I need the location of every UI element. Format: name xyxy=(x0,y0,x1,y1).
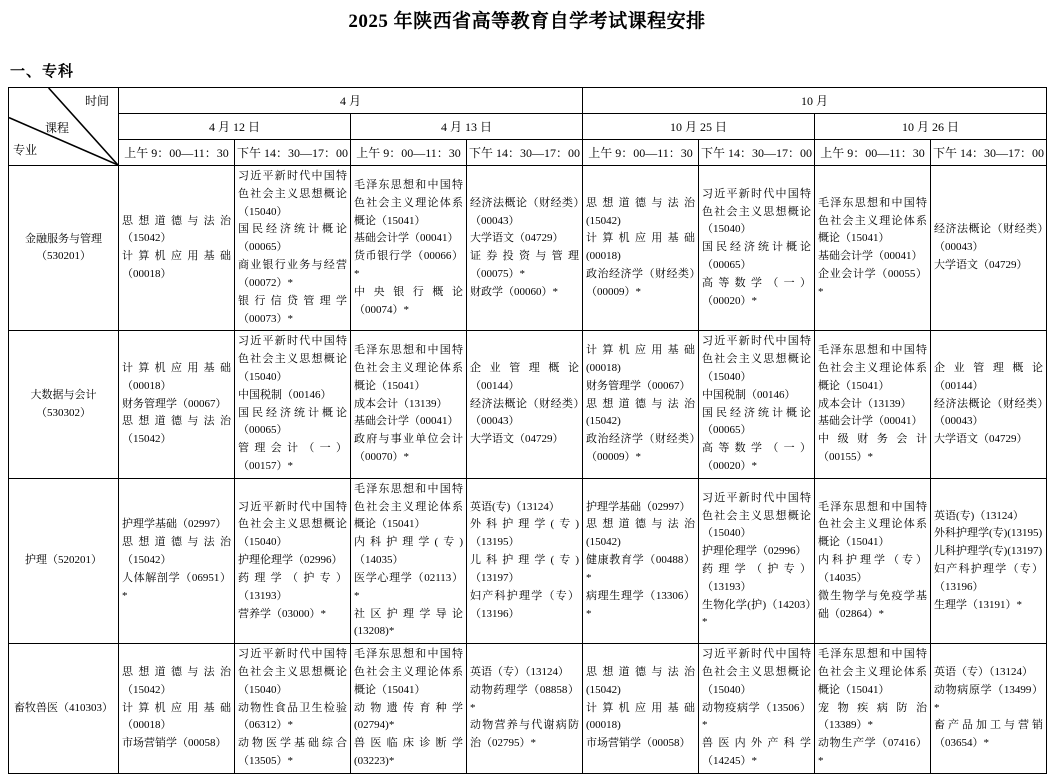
course-item: 英语（专）（13124） xyxy=(470,665,569,678)
course-item: 银行信贷管理学（00073）* xyxy=(238,294,347,325)
course-cell xyxy=(467,166,583,331)
course-item: 中央银行概论（00074）* xyxy=(354,285,463,316)
course-item: 市场营销学（00058） xyxy=(586,737,691,750)
course-item: 计算机应用基础(00018) xyxy=(586,344,696,375)
date-header: 4 月 12 日 xyxy=(119,114,351,140)
course-item: 外科护理学(专)(13195) xyxy=(934,527,1043,540)
course-cell xyxy=(699,644,815,774)
course-item: 管理会计（一）（00157）* xyxy=(238,442,347,472)
course-item: 计算机应用基础（00018） xyxy=(122,362,231,392)
course-item: 经济法概论（财经类）（00043） xyxy=(934,223,1044,254)
course-item: 动物医学基础综合（13505）* xyxy=(238,737,347,767)
course-item: 药理学（护专）（13193） xyxy=(238,571,347,602)
course-item: 动物病原学（13499）* xyxy=(934,683,1044,714)
course-item: 计算机应用基础(00018) xyxy=(586,701,696,732)
course-item: 健康教育学（00488）* xyxy=(586,554,696,584)
course-item: 营养学（03000）* xyxy=(238,607,326,620)
course-item: 经济法概论（财经类）（00043） xyxy=(470,397,580,428)
course-item: 毛泽东思想和中国特色社会主义理论体系概论（15041） xyxy=(354,482,463,531)
course-item: 外科护理学(专)（13195） xyxy=(470,518,580,549)
course-item: 思想道德与法治（15042） xyxy=(122,536,231,567)
course-item: 计算机应用基础(00018) xyxy=(586,232,696,263)
course-item: 财务管理学（00067） xyxy=(122,397,227,410)
date-header: 10 月 26 日 xyxy=(815,114,1047,140)
course-item: 毛泽东思想和中国特色社会主义理论体系概论（15041） xyxy=(818,344,928,392)
course-item: 宠物疾病防治（13389）* xyxy=(818,701,928,732)
course-item: 习近平新时代中国特色社会主义思想概论（15040） xyxy=(238,500,347,549)
course-item: 习近平新时代中国特色社会主义思想概论（15040） xyxy=(702,187,812,236)
course-item: 国民经济统计概论（00065） xyxy=(238,223,347,254)
course-item: 畜产品加工与营销（03654）* xyxy=(934,719,1044,750)
course-item: 动物营养与代谢病防治（02795）* xyxy=(470,719,580,750)
course-cell xyxy=(699,331,815,479)
course-item: 政治经济学（财经类）（00009）* xyxy=(586,433,696,464)
session-header-pm: 下午 14：30—17：00 xyxy=(699,140,815,166)
course-cell xyxy=(467,478,583,643)
session-header-row xyxy=(9,140,1047,166)
course-item: 企业管理概论（00144） xyxy=(470,362,580,392)
course-item: 企业会计学（00055）* xyxy=(818,267,928,298)
course-cell xyxy=(815,166,931,331)
course-cell xyxy=(931,644,1047,774)
corner-header-cell xyxy=(9,88,119,166)
course-item: 大学语文（04729） xyxy=(934,433,1028,446)
session-header-pm: 下午 14：30—17：00 xyxy=(235,140,351,166)
course-item: 国民经济统计概论（00065） xyxy=(238,406,347,437)
course-item: 生理学（13191）* xyxy=(934,598,1023,611)
course-item: 习近平新时代中国特色社会主义思想概论（15040） xyxy=(702,648,812,696)
page-title: 2025 年陕西省高等教育自学考试课程安排 xyxy=(348,11,706,32)
course-cell xyxy=(119,478,235,643)
session-header-pm: 下午 14：30—17：00 xyxy=(467,140,583,166)
course-item: 成本会计（13139） xyxy=(818,397,912,410)
course-item: 财政学（00060）* xyxy=(470,285,558,298)
course-cell xyxy=(583,644,699,774)
course-cell xyxy=(931,478,1047,643)
corner-label-time: 时间 xyxy=(84,94,109,108)
course-item: 兽医临床诊断学(03223)* xyxy=(354,737,463,767)
course-item: 中国税制（00146） xyxy=(702,388,796,401)
course-item: 儿科护理学(专)（13197） xyxy=(470,554,580,584)
course-item: 动物遗传育种学(02794)* xyxy=(354,701,463,732)
section-label: 一、专科 xyxy=(10,64,75,80)
course-item: 毛泽东思想和中国特色社会主义理论体系概论（15041） xyxy=(354,344,463,392)
course-item: 思想道德与法治(15042) xyxy=(586,397,696,428)
course-cell xyxy=(583,331,699,479)
course-item: 毛泽东思想和中国特色社会主义理论体系概论（15041） xyxy=(818,648,928,696)
course-item: 中国税制（00146） xyxy=(238,388,332,401)
session-header-am: 上午 9：00—11：30 xyxy=(119,140,235,166)
course-cell xyxy=(351,644,467,774)
major-cell: 金融服务与管理（530201） xyxy=(9,166,119,331)
table-header xyxy=(9,88,1047,166)
course-item: 经济法概论（财经类）（00043） xyxy=(934,397,1044,428)
course-cell xyxy=(467,644,583,774)
major-cell: 畜牧兽医（410303） xyxy=(9,644,119,774)
course-cell xyxy=(699,478,815,643)
course-item: 思想道德与法治(15042) xyxy=(586,665,696,696)
course-cell xyxy=(235,478,351,643)
course-item: 动物药理学（08858）* xyxy=(470,683,580,714)
course-item: 商业银行业务与经营（00072）* xyxy=(238,259,347,289)
course-cell xyxy=(815,331,931,479)
table-row xyxy=(9,644,1047,774)
course-item: 国民经济统计概论（00065） xyxy=(702,241,812,272)
session-header-am: 上午 9：00—11：30 xyxy=(351,140,467,166)
course-item: 妇产科护理学（专）（13196） xyxy=(470,589,580,620)
course-item: 动物疫病学（13506）* xyxy=(702,701,812,732)
course-cell xyxy=(583,166,699,331)
course-item: 证券投资与管理（00075）* xyxy=(470,250,580,280)
course-item: 英语(专)（13124） xyxy=(934,509,1024,522)
month-header-row xyxy=(9,88,1047,114)
course-item: 动物生产学（07416）* xyxy=(818,737,928,767)
course-item: 毛泽东思想和中国特色社会主义理论体系概论（15041） xyxy=(354,178,463,227)
course-item: 习近平新时代中国特色社会主义思想概论（15040） xyxy=(238,170,347,218)
course-item: 大学语文（04729） xyxy=(934,259,1028,272)
course-table-body xyxy=(9,166,1047,774)
course-cell xyxy=(351,331,467,479)
course-item: 政治经济学（财经类）（00009）* xyxy=(586,267,696,298)
course-item: 大学语文（04729） xyxy=(470,232,564,245)
course-item: 护理学基础（02997） xyxy=(122,518,227,531)
course-item: 中级财务会计（00155）* xyxy=(818,433,928,464)
course-cell xyxy=(699,166,815,331)
session-header-am: 上午 9：00—11：30 xyxy=(583,140,699,166)
month-header-april: 4 月 xyxy=(119,88,583,114)
course-item: 习近平新时代中国特色社会主义思想概论（15040） xyxy=(702,491,812,540)
course-item: 英语(专)（13124） xyxy=(470,500,560,513)
course-item: 护理伦理学（02996） xyxy=(238,554,343,567)
course-item: 经济法概论（财经类）（00043） xyxy=(470,196,580,227)
course-item: 动物性食品卫生检验（06312）* xyxy=(238,701,347,732)
course-item: 社区护理学导论(13208)* xyxy=(354,607,463,638)
course-cell xyxy=(467,331,583,479)
course-item: 政府与事业单位会计（00070）* xyxy=(354,433,463,464)
course-item: 护理学基础（02997） xyxy=(586,500,691,513)
course-item: 习近平新时代中国特色社会主义思想概论（15040） xyxy=(238,335,347,383)
course-item: 毛泽东思想和中国特色社会主义理论体系概论（15041） xyxy=(818,500,928,549)
course-item: 计算机应用基础（00018） xyxy=(122,250,231,280)
course-item: 儿科护理学(专)(13197) xyxy=(934,545,1043,558)
course-item: 护理伦理学（02996） xyxy=(702,545,807,558)
course-item: 思想道德与法治(15042) xyxy=(586,518,696,549)
course-item: 英语（专）（13124） xyxy=(934,665,1034,678)
course-item: 基础会计学（00041） xyxy=(354,415,459,428)
date-header-row xyxy=(9,114,1047,140)
course-item: 财务管理学（00067） xyxy=(586,379,691,392)
course-item: 习近平新时代中国特色社会主义思想概论（15040） xyxy=(238,648,347,696)
table-row xyxy=(9,331,1047,479)
course-cell xyxy=(351,478,467,643)
month-header-october: 10 月 xyxy=(583,88,1047,114)
course-item: 企业管理概论（00144） xyxy=(934,362,1044,392)
course-cell xyxy=(931,166,1047,331)
course-item: 病理生理学（13306）* xyxy=(586,589,696,620)
course-cell xyxy=(931,331,1047,479)
course-item: 内科护理学（专）（14035） xyxy=(818,554,928,584)
course-item: 基础会计学（00041） xyxy=(818,415,923,428)
course-item: 成本会计（13139） xyxy=(354,397,448,410)
course-item: 思想道德与法治(15042) xyxy=(586,196,696,227)
session-header-pm: 下午 14：30—17：00 xyxy=(931,140,1047,166)
course-item: 计算机应用基础（00018） xyxy=(122,701,231,732)
date-header: 10 月 25 日 xyxy=(583,114,815,140)
course-cell xyxy=(235,331,351,479)
course-item: 市场营销学（00058） xyxy=(122,737,227,750)
course-schedule-table xyxy=(8,87,1047,774)
major-cell: 护理（520201） xyxy=(9,478,119,643)
course-item: 国民经济统计概论（00065） xyxy=(702,406,812,437)
course-item: 兽医内外产科学（14245）* xyxy=(702,737,812,767)
course-cell xyxy=(351,166,467,331)
course-item: 大学语文（04729） xyxy=(470,433,564,446)
course-item: 高等数学（一）（00020）* xyxy=(702,276,812,307)
course-cell xyxy=(119,166,235,331)
date-header: 4 月 13 日 xyxy=(351,114,583,140)
course-cell xyxy=(815,644,931,774)
course-item: 药理学（护专）（13193） xyxy=(702,562,812,593)
course-item: 人体解剖学（06951）* xyxy=(122,571,231,602)
course-item: 基础会计学（00041） xyxy=(354,232,459,245)
course-item: 微生物学与免疫学基础（02864）* xyxy=(818,589,928,620)
course-cell xyxy=(583,478,699,643)
course-item: 毛泽东思想和中国特色社会主义理论体系概论（15041） xyxy=(354,648,463,696)
course-item: 习近平新时代中国特色社会主义思想概论（15040） xyxy=(702,335,812,383)
course-item: 思想道德与法治（15042） xyxy=(122,214,231,245)
session-header-am: 上午 9：00—11：30 xyxy=(815,140,931,166)
course-cell xyxy=(235,166,351,331)
table-row xyxy=(9,478,1047,643)
course-item: 思想道德与法治（15042） xyxy=(122,415,231,446)
course-cell xyxy=(119,644,235,774)
table-row xyxy=(9,166,1047,331)
major-cell: 大数据与会计（530302） xyxy=(9,331,119,479)
course-item: 内科护理学(专)（14035） xyxy=(354,536,463,567)
course-item: 妇产科护理学（专）（13196） xyxy=(934,562,1044,593)
course-item: 医学心理学（02113）* xyxy=(354,571,463,602)
course-item: 基础会计学（00041） xyxy=(818,250,923,263)
course-item: 高等数学（一）（00020）* xyxy=(702,442,812,472)
course-cell xyxy=(815,478,931,643)
course-item: 货币银行学（00066）* xyxy=(354,250,463,280)
course-item: 思想道德与法治（15042） xyxy=(122,665,231,696)
course-cell xyxy=(119,331,235,479)
corner-label-course: 课程 xyxy=(45,121,70,135)
course-cell xyxy=(235,644,351,774)
course-item: 毛泽东思想和中国特色社会主义理论体系概论（15041） xyxy=(818,196,928,245)
course-item: 生物化学(护)（14203）* xyxy=(702,598,812,629)
corner-label-major: 专业 xyxy=(13,143,38,157)
